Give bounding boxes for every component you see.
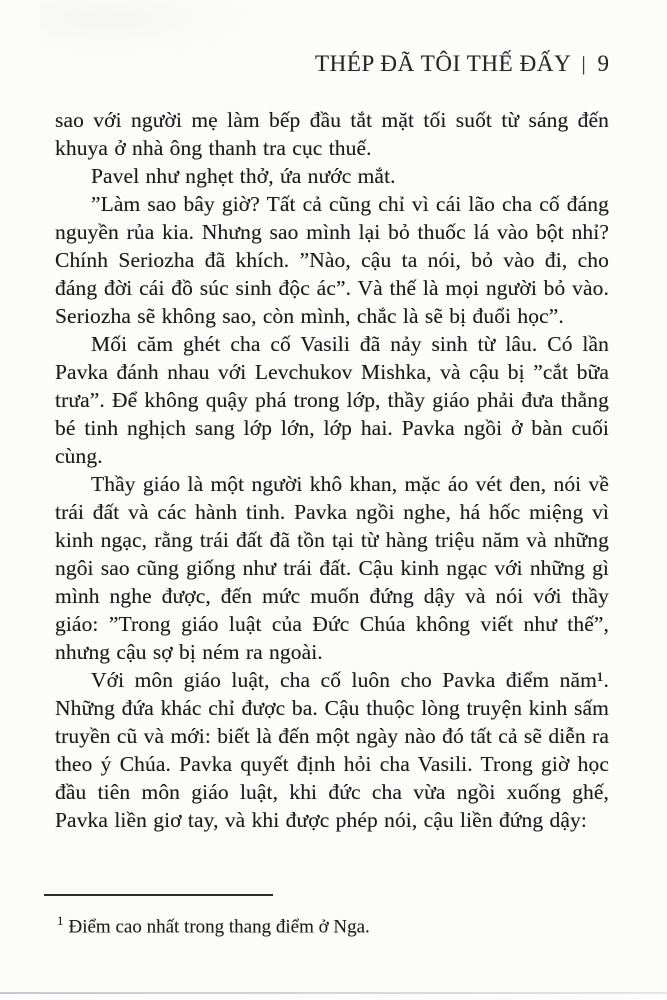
paragraph: Mối căm ghét cha cố Vasili đã nảy sinh từ lâu. Có lần Pavka đánh nhau với Levchukov Mishka, và cậu bị ”cắt bữa trưa”. Để không quậy phá trong lớp, thầy giáo phải đưa thằng bé tinh nghịch sang lớp lớn, lớp hai. Pavka ngồi ở bàn cuối cùng. bbox=[55, 332, 609, 468]
paragraph: ”Làm sao bây giờ? Tất cả cũng chỉ vì cái lão cha cố đáng nguyền rủa kia. Nhưng sao mình lại bỏ thuốc lá vào bột nhỉ? Chính Seriozha đã khích. ”Nào, cậu ta nói, bỏ vào đi, cho đáng đời cái đồ súc sinh độc ác”. Và thế là mọi người bỏ vào. Seriozha sẽ không sao, còn mình, chắc là sẽ bị đuổi học”. bbox=[55, 192, 609, 328]
page-number: 9 bbox=[597, 51, 609, 76]
paragraph: Pavel như nghẹt thở, ứa nước mắt. bbox=[91, 164, 396, 188]
footnote bbox=[57, 908, 609, 940]
running-head bbox=[315, 50, 609, 77]
paragraph: sao với người mẹ làm bếp đầu tắt mặt tối suốt từ sáng đến khuya ở nhà ông thanh tra cục thuế. bbox=[55, 108, 609, 160]
body-text bbox=[55, 106, 609, 834]
footnote-rule bbox=[44, 894, 273, 896]
page-edge-line bbox=[0, 992, 667, 994]
header-divider: | bbox=[581, 52, 587, 75]
footnote-text: Điểm cao nhất trong thang điểm ở Nga. bbox=[68, 916, 370, 938]
paragraph: Với môn giáo luật, cha cố luôn cho Pavka điểm năm¹. Những đứa khác chỉ được ba. Cậu thuộc lòng truyện kinh sấm truyền cũ và mới: biết là đến một ngày nào đó tất cả sẽ diễn ra theo ý Chúa. Pavka quyết định hỏi cha Vasili. Trong giờ học đầu tiên môn giáo luật, khi đức cha vừa ngồi xuống ghế, Pavka liền giơ tay, và khi được phép nói, cậu liền đứng dậy: bbox=[55, 668, 609, 832]
footnote-marker: 1 bbox=[57, 913, 64, 928]
paragraph: Thầy giáo là một người khô khan, mặc áo vét đen, nói về trái đất và các hành tinh. Pavka ngồi nghe, há hốc miệng vì kinh ngạc, rằng trái đất đã tồn tại từ hàng triệu năm và những ngôi sao cũng giống như trái đất. Cậu kinh ngạc với những gì mình nghe được, đến mức muốn đứng dậy và nói với thầy giáo: ”Trong giáo luật của Đức Chúa không viết như thế”, nhưng cậu sợ bị ném ra ngoài. bbox=[55, 472, 609, 664]
book-title: THÉP ĐÃ TÔI THẾ ĐẤY bbox=[314, 51, 572, 76]
scan-artifact bbox=[40, 0, 260, 60]
